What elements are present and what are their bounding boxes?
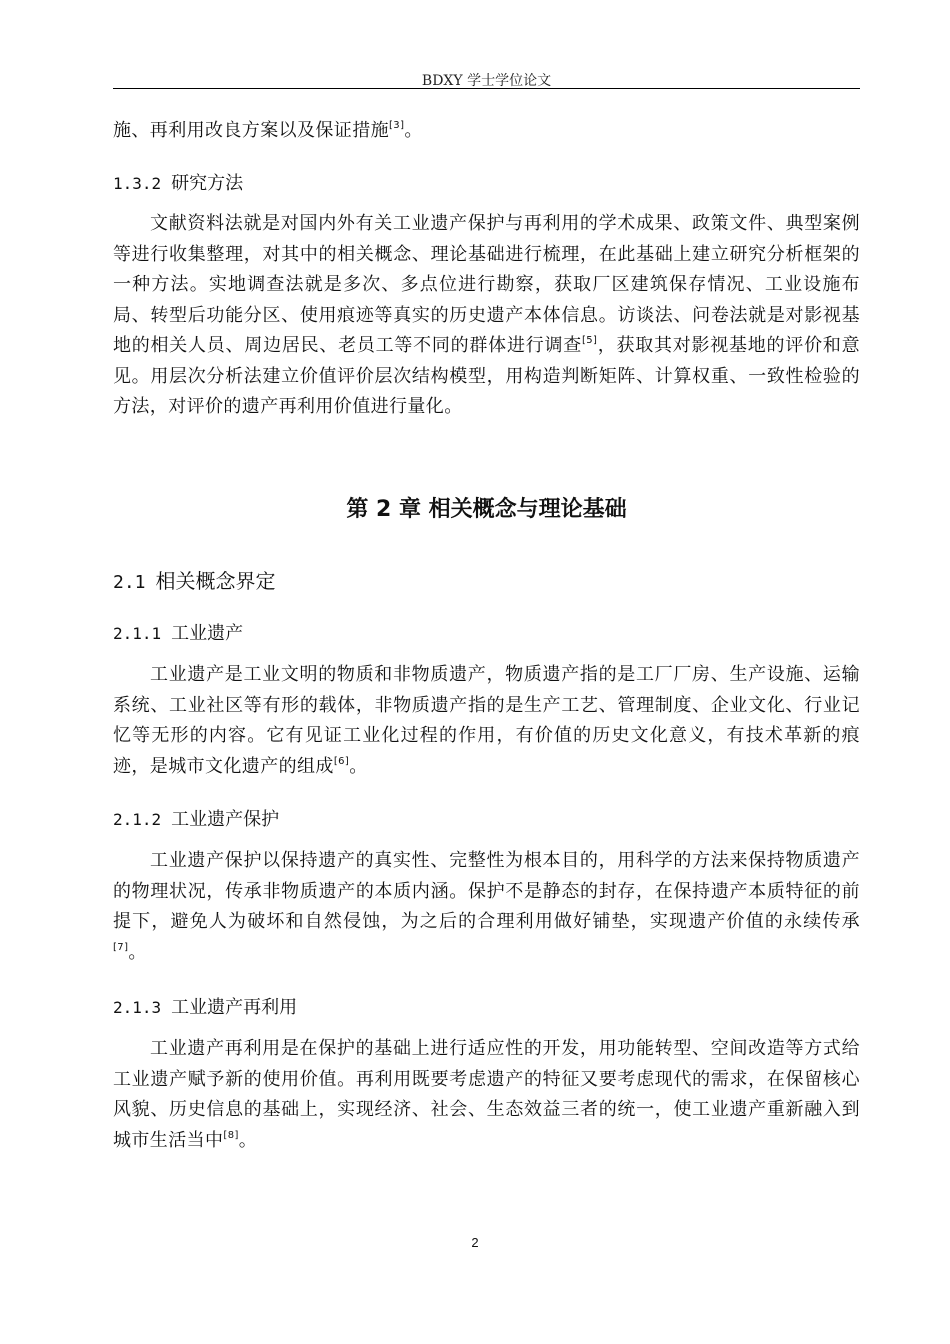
paragraph-end: 。	[404, 120, 423, 141]
paragraph-research-methods	[113, 209, 860, 423]
section-title: 相关概念界定	[155, 569, 276, 593]
page-number: 2	[471, 1235, 479, 1250]
paragraph-text: 工业遗产保护以保持遗产的真实性、完整性为根本目的，用科学的方法来保持物质遗产的物理状况，传承非物质遗产的本质内涵。保护不是静态的封存，在保持遗产本质特征的前提下，避免人为破坏和自然侵蚀，为之后的合理利用做好铺垫，实现遗产价值的永续传承	[113, 850, 860, 932]
section-number: 2.1.1	[113, 624, 162, 643]
paragraph-end: 。	[128, 941, 147, 963]
citation: [6]	[333, 755, 350, 767]
paragraph-continuation	[113, 116, 860, 147]
paragraph-heritage-reuse	[113, 1034, 860, 1156]
paragraph-end: 。	[349, 755, 368, 777]
citation: [8]	[223, 1129, 239, 1141]
paragraph-industrial-heritage	[113, 660, 860, 782]
paragraph-heritage-protection	[113, 846, 860, 968]
section-number: 2.1	[113, 572, 146, 593]
chapter-heading: 第 2 章 相关概念与理论基础	[346, 497, 627, 522]
paragraph-text: 工业遗产是工业文明的物质和非物质遗产，物质遗产指的是工厂厂房、生产设施、运输系统、工业社区等有形的载体，非物质遗产指的是生产工艺、管理制度、企业文化、行业记忆等无形的内容。它有见证工业化过程的作用，有价值的历史文化意义，有技术革新的痕迹，是城市文化遗产的组成	[113, 664, 860, 777]
section-number: 2.1.2	[113, 810, 162, 829]
paragraph-text: ，获取其对影视基地的评价和意见。用层次分析法建立价值评价层次结构模型，用构造判断矩阵、计算权重、一致性检验的方法，对评价的遗产再利用价值进行量化。	[113, 335, 860, 417]
section-title: 工业遗产保护	[171, 809, 280, 830]
paragraph-text: 工业遗产再利用是在保护的基础上进行适应性的开发，用功能转型、空间改造等方式给工业遗产赋予新的使用价值。再利用既要考虑遗产的特征又要考虑现代的需求，在保留核心风貌、历史信息的基础上，实现经济、社会、生态效益三者的统一，使工业遗产重新融入到城市生活当中	[113, 1038, 860, 1151]
section-heading-2-1-3	[113, 996, 860, 1020]
citation: [7]	[113, 941, 129, 953]
section-title: 工业遗产再利用	[171, 997, 298, 1018]
citation: [5]	[581, 335, 598, 346]
citation: [3]	[389, 120, 405, 131]
header-rule	[113, 88, 860, 89]
section-heading-1-3-2	[113, 172, 860, 196]
paragraph-end: 。	[238, 1129, 258, 1151]
running-header: BDXY 学士学位论文	[421, 73, 552, 89]
section-heading-2-1-1	[113, 622, 860, 646]
section-title: 研究方法	[171, 173, 244, 194]
section-heading-2-1	[113, 568, 860, 596]
paragraph-text: 施、再利用改良方案以及保证措施	[113, 120, 389, 141]
section-number: 2.1.3	[113, 998, 162, 1017]
section-number: 1.3.2	[113, 174, 162, 193]
paragraph-text: 文献资料法就是对国内外有关工业遗产保护与再利用的学术成果、政策文件、典型案例等进行收集整理，对其中的相关概念、理论基础进行梳理，在此基础上建立研究分析框架的一种方法。实地调查法就是多次、多点位进行勘察，获取厂区建筑保存情况、工业设施布局、转型后功能分区、使用痕迹等真实的历史遗产本体信息。访谈法、问卷法就是对影视基地的相关人员、周边居民、老员工等不同的群体进行调查	[113, 213, 860, 356]
section-title: 工业遗产	[171, 623, 244, 644]
section-heading-2-1-2	[113, 808, 860, 832]
